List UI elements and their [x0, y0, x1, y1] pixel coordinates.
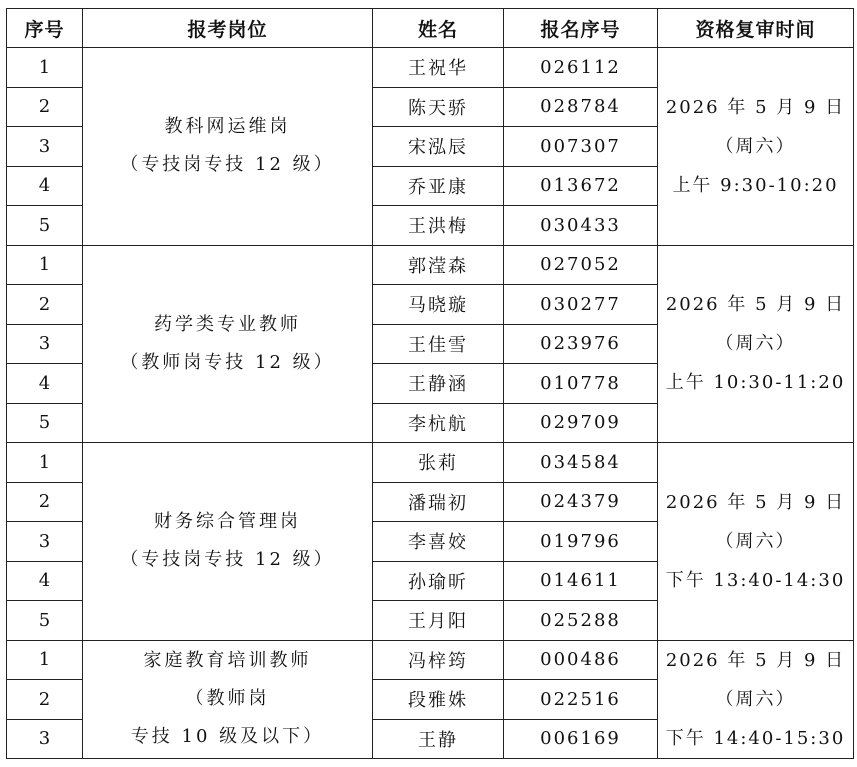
- review-time-line: 2026 年 5 月 9 日: [665, 491, 846, 513]
- row-seq: 4: [7, 166, 83, 206]
- review-time-line: 2026 年 5 月 9 日: [665, 294, 846, 316]
- registration-number: 019796: [504, 522, 658, 562]
- candidate-name: 孙瑜昕: [373, 561, 504, 601]
- row-seq: 4: [7, 561, 83, 601]
- candidate-name: 潘瑞初: [373, 482, 504, 522]
- candidate-name: 郭滢森: [373, 245, 504, 285]
- candidate-name: 王静涵: [373, 364, 504, 404]
- candidate-name: 王祝华: [373, 48, 504, 88]
- table-header: [7, 9, 854, 48]
- review-time-cell: [658, 48, 854, 246]
- registration-number: 027052: [504, 245, 658, 285]
- review-time-line: 上午 9:30-10:20: [672, 174, 839, 196]
- position-line: 药学类专业教师: [154, 313, 301, 335]
- row-seq: 5: [7, 403, 83, 443]
- position-line: 教科网运维岗: [164, 116, 291, 138]
- review-time-line: 下午 13:40-14:30: [665, 569, 846, 591]
- registration-number: 025288: [504, 601, 658, 641]
- row-seq: 1: [7, 48, 83, 88]
- review-time-cell: [658, 640, 854, 759]
- candidate-name: 马晓璇: [373, 285, 504, 325]
- header-position: 报考岗位: [83, 9, 373, 48]
- table-body: [7, 48, 854, 759]
- position-line: 财务综合管理岗: [154, 511, 301, 533]
- row-seq: 5: [7, 206, 83, 246]
- review-time-cell: [658, 245, 854, 443]
- position-cell: [83, 640, 373, 759]
- table-row: [7, 48, 854, 88]
- review-time-line: （周六）: [715, 135, 796, 157]
- registration-number: 006169: [504, 719, 658, 759]
- position-line: （教师岗: [185, 688, 270, 710]
- row-seq: 5: [7, 601, 83, 641]
- row-seq: 3: [7, 324, 83, 364]
- table-row: [7, 245, 854, 285]
- table-row: [7, 443, 854, 483]
- header-row: [7, 9, 854, 48]
- position-cell: [83, 48, 373, 246]
- review-time-line: （周六）: [715, 688, 796, 710]
- candidate-name: 李杭航: [373, 403, 504, 443]
- review-time-line: （周六）: [715, 530, 796, 552]
- review-time-line: 上午 10:30-11:20: [665, 372, 846, 394]
- registration-number: 014611: [504, 561, 658, 601]
- row-seq: 2: [7, 87, 83, 127]
- review-time-line: 2026 年 5 月 9 日: [665, 96, 846, 118]
- position-line: （教师岗专技 12 级）: [120, 351, 335, 373]
- position-cell: [83, 245, 373, 443]
- registration-number: 034584: [504, 443, 658, 483]
- candidate-name: 陈天骄: [373, 87, 504, 127]
- row-seq: 1: [7, 443, 83, 483]
- candidate-name: 冯梓筠: [373, 640, 504, 680]
- review-time-line: 下午 14:40-15:30: [665, 727, 846, 749]
- position-line: 专技 10 级及以下）: [130, 726, 325, 748]
- candidate-name: 李喜姣: [373, 522, 504, 562]
- registration-number: 030433: [504, 206, 658, 246]
- header-reg-no: 报名序号: [504, 9, 658, 48]
- registration-number: 013672: [504, 166, 658, 206]
- row-seq: 3: [7, 522, 83, 562]
- registration-number: 022516: [504, 680, 658, 720]
- row-seq: 2: [7, 680, 83, 720]
- candidate-name: 宋泓辰: [373, 127, 504, 167]
- position-line: （专技岗专技 12 级）: [120, 154, 335, 176]
- registration-number: 023976: [504, 324, 658, 364]
- candidate-name: 王洪梅: [373, 206, 504, 246]
- row-seq: 3: [7, 127, 83, 167]
- header-review-time: 资格复审时间: [658, 9, 854, 48]
- position-line: （专技岗专技 12 级）: [120, 549, 335, 571]
- candidate-name: 王静: [373, 719, 504, 759]
- header-seq: 序号: [7, 9, 83, 48]
- registration-number: 029709: [504, 403, 658, 443]
- schedule-table: [6, 8, 854, 759]
- review-time-cell: [658, 443, 854, 641]
- table-row: [7, 640, 854, 680]
- position-cell: [83, 443, 373, 641]
- row-seq: 2: [7, 285, 83, 325]
- candidate-name: 张莉: [373, 443, 504, 483]
- registration-number: 000486: [504, 640, 658, 680]
- row-seq: 3: [7, 719, 83, 759]
- header-name: 姓名: [373, 9, 504, 48]
- schedule-table-wrapper: [6, 8, 854, 759]
- registration-number: 030277: [504, 285, 658, 325]
- review-time-line: 2026 年 5 月 9 日: [665, 649, 846, 671]
- candidate-name: 王月阳: [373, 601, 504, 641]
- row-seq: 4: [7, 364, 83, 404]
- candidate-name: 乔亚康: [373, 166, 504, 206]
- registration-number: 007307: [504, 127, 658, 167]
- candidate-name: 段雅姝: [373, 680, 504, 720]
- registration-number: 024379: [504, 482, 658, 522]
- registration-number: 010778: [504, 364, 658, 404]
- row-seq: 1: [7, 245, 83, 285]
- position-line: 家庭教育培训教师: [143, 650, 312, 672]
- candidate-name: 王佳雪: [373, 324, 504, 364]
- row-seq: 2: [7, 482, 83, 522]
- row-seq: 1: [7, 640, 83, 680]
- registration-number: 026112: [504, 48, 658, 88]
- review-time-line: （周六）: [715, 333, 796, 355]
- registration-number: 028784: [504, 87, 658, 127]
